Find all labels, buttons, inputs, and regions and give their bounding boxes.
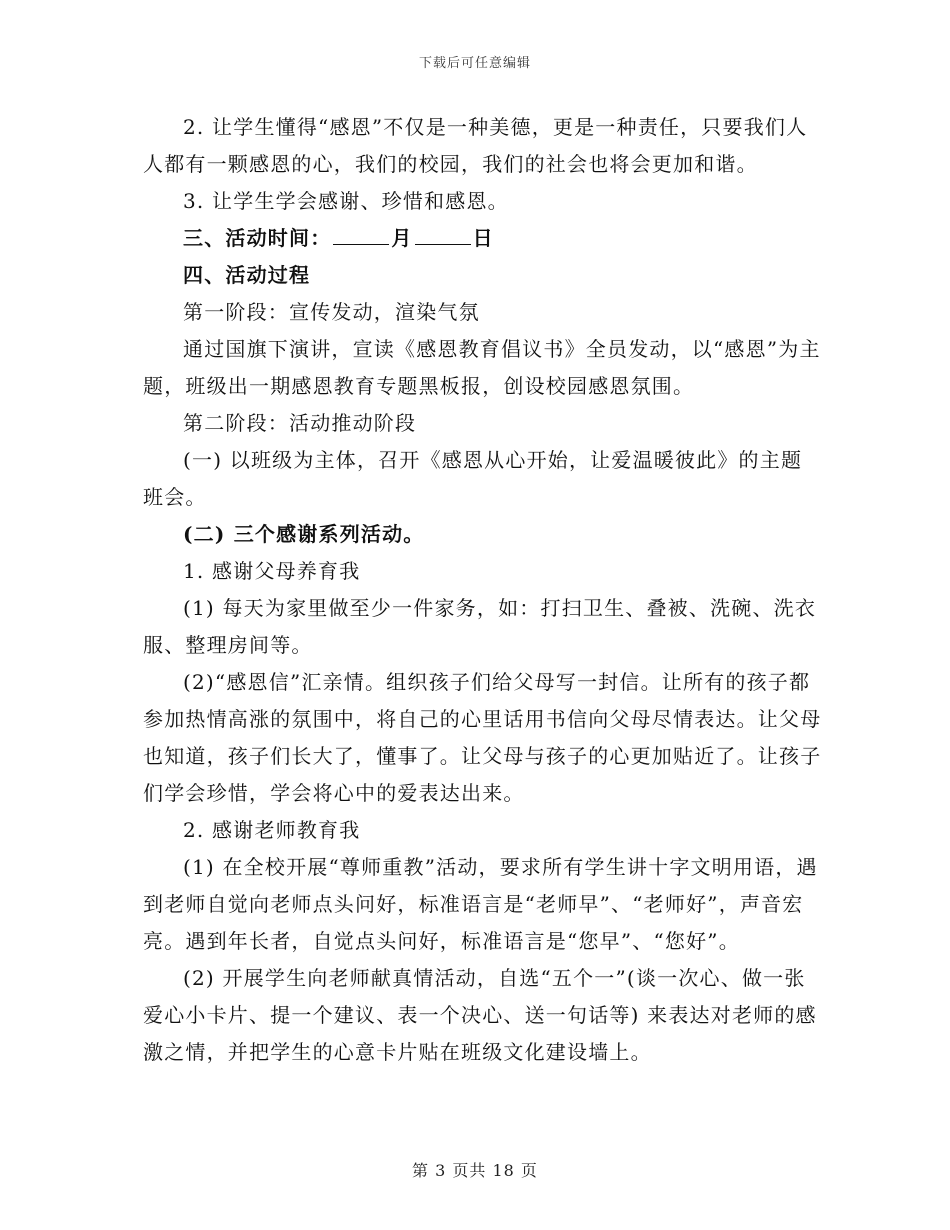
- day-blank: [415, 222, 471, 245]
- item-class-meeting: (一) 以班级为主体，召开《感恩从心开始，让爱温暖彼此》的主题班会。: [143, 448, 803, 509]
- month-label: 月: [391, 226, 413, 250]
- stage1-text: 通过国旗下演讲，宣读《感恩教育倡议书》全员发动，以“感恩”为主题，班级出一期感恩教育专题黑板报，创设校园感恩氛围。: [143, 337, 821, 398]
- document-body: [143, 109, 823, 1071]
- section-activity-process: 四、活动过程: [183, 263, 311, 287]
- sub2-title: 2. 感谢老师教育我: [183, 818, 361, 842]
- sub1-paragraph-2: (2)“感恩信”汇亲情。组织孩子们给父母写一封信。让所有的孩子都参加热情高涨的氛围中，将自己的心里话用书信向父母尽情表达。让父母也知道，孩子们长大了，懂事了。让父母与孩子的心更加贴近了。让孩子们学会珍惜，学会将心中的爱表达出来。: [143, 670, 822, 805]
- download-note: 下载后可任意编辑: [418, 56, 531, 71]
- sub1-paragraph-1: (1) 每天为家里做至少一件家务，如：打扫卫生、叠被、洗碗、洗衣服、整理房间等。: [143, 596, 817, 657]
- stage2-title: 第二阶段：活动推动阶段: [183, 411, 417, 435]
- item-thanks-series: (二) 三个感谢系列活动。: [183, 522, 425, 546]
- sub1-title: 1. 感谢父母养育我: [183, 559, 361, 583]
- stage1-title: 第一阶段：宣传发动，渲染气氛: [183, 300, 480, 324]
- month-blank: [333, 222, 389, 245]
- section-activity-time-title: 三、活动时间：: [183, 226, 332, 250]
- section-activity-time: [143, 220, 823, 257]
- day-label: 日: [472, 226, 494, 250]
- page-number: 第 3 页共 18 页: [412, 1161, 538, 1180]
- paragraph-goal-3: 3. 让学生学会感谢、珍惜和感恩。: [183, 189, 509, 213]
- sub2-paragraph-2: (2) 开展学生向老师献真情活动，自选“五个一”(谈一次心、做一张爱心小卡片、提一个建议、表一个决心、送一句话等) 来表达对老师的感激之情，并把学生的心意卡片贴在班级文化建设墙上。: [143, 966, 817, 1064]
- paragraph-goal-2: 2. 让学生懂得“感恩”不仅是一种美德，更是一种责任，只要我们人人都有一颗感恩的心，我们的校园，我们的社会也将会更加和谐。: [143, 115, 808, 176]
- sub2-paragraph-1: (1) 在全校开展“尊师重教”活动，要求所有学生讲十字文明用语，遇到老师自觉向老师点头问好，标准语言是“老师早”、“老师好”，声音宏亮。遇到年长者，自觉点头问好，标准语言是“您早”、“您好”。: [143, 855, 818, 953]
